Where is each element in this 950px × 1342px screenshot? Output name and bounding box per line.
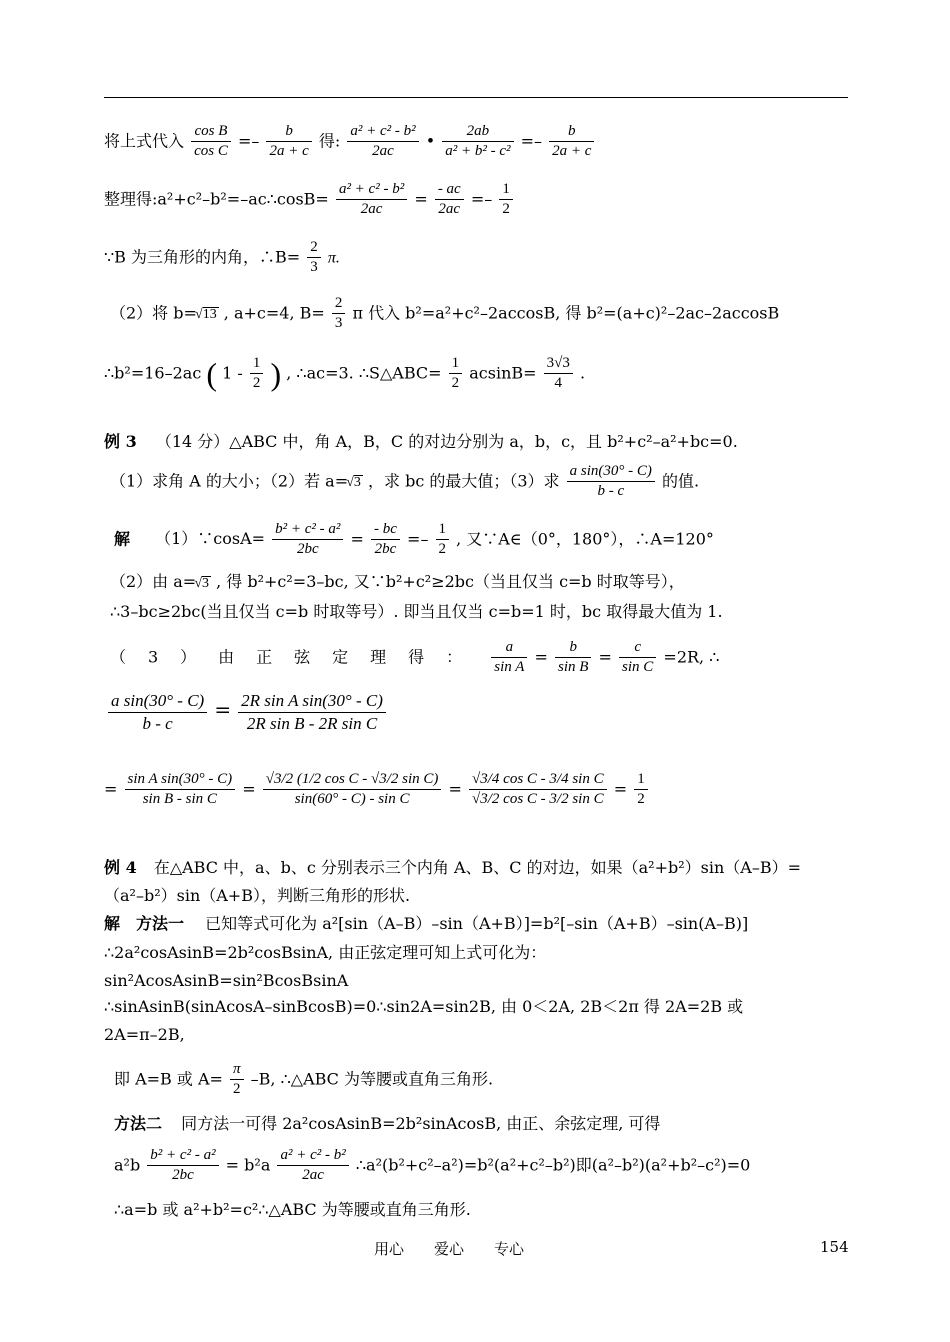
text-line-16: [104, 916, 748, 932]
text-line-23: [114, 1146, 750, 1186]
denominator: cos C: [194, 143, 228, 160]
text: 得:: [318, 131, 341, 151]
text: ∴sinAsinB(sinAcosA–sinBcosB)=0∴sin2A=sin2B, 由 0＜2A, 2B＜2π 得 2A=2B 或: [104, 997, 744, 1016]
footer-motto: 用心 爱心 专心: [374, 1240, 525, 1258]
denominator: 2a + c: [552, 143, 592, 160]
numerator: b: [266, 122, 311, 142]
eq-line-9: [110, 574, 685, 591]
denominator: 2R sin B - 2R sin C: [246, 713, 378, 733]
fraction: [567, 462, 655, 502]
denominator: b - c: [142, 713, 173, 733]
numerator: 1: [250, 354, 264, 374]
denominator: sin A: [494, 659, 525, 676]
text: =2R, ∴: [663, 647, 720, 667]
numerator: a² + c² - b²: [336, 180, 407, 200]
fraction: [336, 180, 407, 220]
text: π 代入 b²=a²+c²–2accosB, 得 b²=(a+c)²–2ac–2accosB: [352, 303, 780, 323]
denominator: 2ac: [302, 1167, 324, 1184]
sqrt: √ 3: [354, 475, 363, 490]
numerator: cos B: [191, 122, 231, 142]
fraction: [634, 770, 648, 810]
denominator: 2: [637, 791, 645, 808]
denominator: 3: [334, 315, 343, 332]
denominator: sin(60° - C) - sin C: [294, 791, 410, 808]
text: 的值.: [662, 471, 700, 491]
fraction: [332, 294, 346, 334]
fraction: [191, 122, 231, 162]
numerator: √3/4 cos C - 3/4 sin C: [469, 770, 607, 790]
eq-line-2: [104, 180, 515, 220]
text: （a²–b²）sin（A+B），判断三角形的形状.: [104, 886, 411, 905]
text: （14 分）△ABC 中，角 A，B，C 的对边分别为 a，b，c，且 b²+c²–a²+bc=0.: [155, 432, 738, 451]
solution-label: 解: [114, 529, 131, 549]
denominator: 2: [451, 375, 460, 392]
text: 在△ABC 中，a、b、c 分别表示三个内角 A、B、C 的对边，如果（a²+b²）sin（A–B）=: [153, 858, 801, 877]
denominator: 2a + c: [269, 143, 309, 160]
fraction: [125, 770, 236, 810]
text-line-20: [104, 1027, 185, 1043]
numerator: sin A sin(30° - C): [125, 770, 236, 790]
fraction: [272, 520, 343, 560]
example-3-heading: [104, 434, 738, 450]
operator: =: [613, 779, 628, 799]
denominator: 2: [438, 541, 447, 558]
numerator: b² + c² - a²: [272, 520, 343, 540]
denominator: 2bc: [172, 1167, 194, 1184]
denominator: 2bc: [374, 541, 397, 558]
denominator: 2ac: [372, 143, 394, 160]
text: 1 -: [222, 363, 243, 383]
operator: =–: [470, 189, 493, 209]
fraction: [442, 122, 513, 162]
numerator: b: [549, 122, 594, 142]
operator: =: [534, 647, 548, 667]
denominator: 2ac: [438, 201, 461, 218]
eq-line-12: [106, 690, 388, 734]
operator: •: [425, 131, 436, 151]
denominator: sin C: [622, 659, 654, 676]
fraction: [277, 1146, 348, 1186]
denominator: a² + b² - c²: [445, 143, 511, 160]
fraction: [371, 520, 400, 560]
text: acsinB=: [469, 363, 537, 383]
numerator: 3√3: [544, 354, 573, 374]
text: π.: [327, 249, 340, 267]
text-line-17: [104, 945, 546, 961]
text: a²b: [114, 1155, 141, 1175]
text: b²a: [244, 1155, 271, 1175]
numerator: π: [230, 1060, 244, 1080]
numerator: a: [491, 638, 527, 658]
fraction: [449, 354, 463, 394]
eq-line-7: [110, 462, 699, 502]
text: 同方法一可得 2a²cosAsinB=2b²sinAcosB, 由正、余弦定理, 可得: [181, 1114, 661, 1133]
operator: =: [448, 779, 462, 799]
fraction: [108, 690, 207, 734]
operator: =: [414, 189, 428, 209]
text: ∴b²=16–2ac: [104, 363, 202, 383]
eq-line-3: [104, 238, 340, 278]
sqrt: √ 3: [202, 576, 211, 591]
numerator: a² + c² - b²: [277, 1146, 348, 1166]
numerator: a sin(30° - C): [108, 690, 207, 713]
denominator: 2bc: [296, 541, 319, 558]
denominator: √3/2 cos C - 3/2 sin C: [472, 791, 604, 808]
text: ∴3–bc≥2bc(当且仅当 c=b 时取等号）. 即当且仅当 c=b=1 时，bc 取得最大值为 1.: [110, 602, 723, 621]
numerator: 1: [436, 520, 450, 540]
fraction: [555, 638, 591, 678]
text: ∴2a²cosAsinB=2b²cosBsinA, 由正弦定理可知上式可化为：: [104, 943, 547, 962]
text-line-24: [114, 1202, 471, 1218]
fraction: [436, 520, 450, 560]
right-paren: ): [270, 355, 282, 392]
eq-line-8: [114, 520, 714, 560]
text: 2A=π–2B,: [104, 1025, 185, 1044]
operator: =: [350, 529, 364, 549]
example-4-heading: [104, 860, 801, 876]
numerator: 1: [634, 770, 648, 790]
page-number: 154: [820, 1238, 849, 1256]
example-label: 例 4: [104, 858, 137, 877]
text: 即 A=B 或 A=: [114, 1069, 223, 1089]
text: 已知等式可化为 a²[sin（A–B）–sin（A+B）]=b²[–sin（A+B）–sin(A–B)]: [205, 914, 749, 933]
numerator: b: [555, 638, 591, 658]
eq-line-5: [104, 354, 585, 394]
text: ∴a=b 或 a²+b²=c²∴△ABC 为等腰或直角三角形.: [114, 1200, 471, 1219]
denominator: 2ac: [360, 201, 383, 218]
operator: =–: [520, 131, 543, 151]
operator: =–: [237, 131, 260, 151]
operator: =: [214, 697, 232, 722]
eq-line-1: [104, 122, 596, 162]
text-line-15: [104, 888, 410, 904]
fraction: [619, 638, 656, 678]
text: –B, ∴△ABC 为等腰或直角三角形.: [250, 1069, 494, 1089]
denominator: 3: [310, 259, 318, 276]
text-line-18: [104, 973, 348, 989]
fraction: [491, 638, 527, 678]
header-rule: [104, 97, 848, 98]
method-label: 方法二: [114, 1114, 163, 1133]
numerator: 1: [449, 354, 463, 374]
fraction: [499, 180, 513, 220]
fraction: [544, 354, 573, 394]
denominator: 2: [502, 201, 510, 218]
example-label: 例 3: [104, 432, 137, 451]
text: , 又∵A∈（0°，180°），∴A=120°: [456, 529, 714, 549]
sqrt: √ 13: [203, 307, 219, 322]
operator: =: [225, 1155, 240, 1175]
fraction: [549, 122, 594, 162]
text: sin²AcosAsinB=sin²BcosBsinA: [104, 971, 349, 990]
text: （1）∵cosA=: [155, 529, 266, 549]
numerator: 2R sin A sin(30° - C): [238, 690, 386, 713]
fraction: [266, 122, 311, 162]
eq-line-4: [110, 294, 779, 334]
text-line-21: [114, 1060, 493, 1100]
fraction: [238, 690, 386, 734]
text: , ∴ac=3. ∴S△ABC=: [286, 363, 442, 383]
text: , 得 b²+c²=3–bc, 又∵b²+c²≥2bc（当且仅当 c=b 时取等号），: [216, 572, 685, 591]
numerator: b² + c² - a²: [147, 1146, 218, 1166]
text: .: [579, 363, 586, 383]
fraction: [147, 1146, 218, 1186]
numerator: c: [619, 638, 656, 658]
denominator: 2: [252, 375, 261, 392]
fraction: [250, 354, 264, 394]
numerator: 2: [307, 238, 321, 258]
numerator: 1: [499, 180, 513, 200]
numerator: - bc: [371, 520, 400, 540]
operator: =–: [407, 529, 429, 549]
fraction: [347, 122, 418, 162]
method-label: 解 方法一: [104, 914, 185, 933]
denominator: 4: [554, 375, 562, 392]
text: ∵B 为三角形的内角，∴B=: [104, 247, 301, 267]
eq-line-10: [110, 604, 723, 620]
text: （2）由 a=: [110, 572, 197, 591]
denominator: sin B: [558, 659, 589, 676]
fraction: [307, 238, 321, 278]
text: （1）求角 A 的大小；（2）若 a=: [110, 471, 349, 491]
text: ∴a²(b²+c²–a²)=b²(a²+c²–b²)即(a²–b²)(a²+b²–c²)=0: [355, 1155, 751, 1175]
fraction: [435, 180, 464, 220]
numerator: 2: [332, 294, 346, 314]
text: ，求 bc 的最大值；（3）求: [368, 471, 560, 491]
text: 将上式代入: [104, 131, 185, 151]
eq-line-13: [104, 770, 650, 810]
operator: =: [104, 779, 118, 799]
text: （3）由正弦定理得：: [110, 647, 485, 667]
operator: =: [242, 779, 256, 799]
operator: =: [598, 647, 612, 667]
denominator: 2: [233, 1081, 241, 1098]
text-line-22: [114, 1116, 660, 1132]
left-paren: (: [206, 355, 218, 392]
denominator: sin B - sin C: [142, 791, 217, 808]
fraction: [469, 770, 607, 810]
fraction: [263, 770, 442, 810]
numerator: - ac: [435, 180, 464, 200]
numerator: √3/2 (1/2 cos C - √3/2 sin C): [263, 770, 442, 790]
text: , a+c=4, B=: [223, 303, 325, 323]
numerator: a sin(30° - C): [567, 462, 655, 482]
eq-line-11: [110, 638, 719, 678]
numerator: 2ab: [442, 122, 513, 142]
text-line-19: [104, 999, 743, 1015]
text: （2）将 b=: [110, 303, 197, 323]
text: 整理得:a²+c²–b²=–ac∴cosB=: [104, 189, 329, 209]
numerator: a² + c² - b²: [347, 122, 418, 142]
denominator: b - c: [597, 483, 625, 500]
fraction: [230, 1060, 244, 1100]
